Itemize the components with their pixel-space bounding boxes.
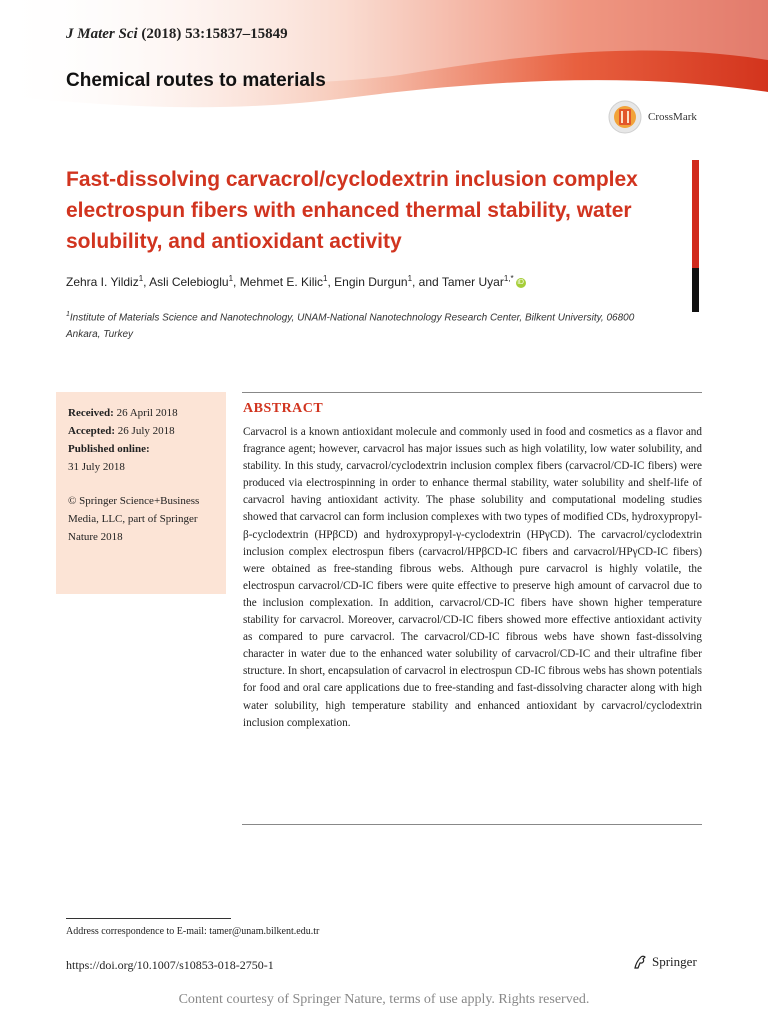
abstract-text: Carvacrol is a known antioxidant molecule and commonly used in food and cosmetics as a flavor and fragrance agent; however, carvacrol has major issues such as high volatility, low water solubility, and stability. In this study, carvacrol/cyclodextrin inclusion complex fibers (carvacrol/CD-IC fibers) were produced via electrospinning in order to enhance thermal stability, water solubility and shelf-life of carvacrol having antioxidant activity. The phase solubility and computational modeling studies showed that carvacrol can form inclusion complexes with two types of modified CDs, hydroxypropyl-β-cyclodextrin (HPβCD) and hydroxypropyl-γ-cyclodextrin (HPγCD). The carvacrol/cyclodextrin inclusion complex electrospun fibers (carvacrol/HPβCD-IC fibers and carvacrol/HPγCD-IC fibers) were obtained as free-standing fibrous webs. Although pure carvacrol is highly volatile, the electrospun carvacrol/CD-IC fibers were quite effective to preserve high amount of carvacrol due to the inclusion complexation. In addition, carvacrol/CD-IC fibers have shown higher temperature stability for carvacrol. Moreover, carvacrol/CD-IC fibers showed more effective antioxidant activity as compared to pure carvacrol. The carvacrol/CD-IC fibrous webs have shown fast-dissolving character in water due to the enhanced water solubility of carvacrol/CD-IC and their ultrafine fiber structure. In short, encapsulation of carvacrol in electrospun CD-IC fibrous webs has shown potentials for food and oral care applications due to free-standing and fast-dissolving character along with high water solubility, high temperature stability and enhanced antioxidant by carvacrol/cyclodextrin inclusion complexation. bbox=[243, 426, 702, 729]
title-accent-bar-dark bbox=[692, 268, 699, 312]
footnote-rule bbox=[66, 918, 231, 919]
accepted-date bbox=[68, 422, 216, 440]
correspondence-footnote: Address correspondence to E-mail: tamer@unam.bilkent.edu.tr bbox=[66, 926, 320, 937]
section-heading: Chemical routes to materials bbox=[66, 70, 326, 91]
accepted-value: 26 July 2018 bbox=[115, 425, 175, 437]
author-separator: , and bbox=[412, 275, 442, 289]
author-name[interactable]: Engin Durgun bbox=[334, 275, 408, 289]
received-label: Received: bbox=[68, 407, 114, 419]
received-value: 26 April 2018 bbox=[113, 407, 178, 419]
author-name[interactable]: Mehmet E. Kilic bbox=[239, 275, 324, 289]
crossmark-label: CrossMark bbox=[648, 111, 697, 123]
author-affiliation: 1,* bbox=[503, 274, 514, 283]
received-date bbox=[68, 404, 216, 422]
journal-volume-pages: (2018) 53:15837–15849 bbox=[137, 26, 288, 42]
author-separator: , bbox=[233, 275, 240, 289]
courtesy-notice: Content courtesy of Springer Nature, terms of use apply. Rights reserved. bbox=[178, 992, 590, 1007]
publisher-name: Springer bbox=[652, 954, 697, 969]
published-value: 31 July 2018 bbox=[68, 461, 125, 473]
copyright-notice: © Springer Science+Business Media, LLC, part of Springer Nature 2018 bbox=[68, 495, 200, 543]
author-affiliation: 1 bbox=[407, 274, 413, 283]
accepted-label: Accepted: bbox=[68, 425, 116, 437]
author-affiliation: 1 bbox=[323, 274, 328, 283]
doi-link[interactable]: https://doi.org/10.1007/s10853-018-2750-1 bbox=[66, 958, 274, 972]
affiliation-text: Institute of Materials Science and Nanotechnology, UNAM-National Nanotechnology Research Center, Bilkent University, 06800 Ankara, Turkey bbox=[66, 312, 635, 341]
abstract-heading: ABSTRACT bbox=[243, 401, 324, 416]
abstract-top-rule bbox=[242, 392, 702, 393]
author-affiliation: 1 bbox=[138, 274, 144, 283]
author-separator: , bbox=[143, 275, 150, 289]
published-label: Published online: bbox=[68, 443, 150, 455]
affiliation-number: 1 bbox=[66, 311, 70, 318]
orcid-icon[interactable]: iD bbox=[517, 278, 524, 286]
springer-horse-icon bbox=[632, 954, 648, 970]
author-name[interactable]: Asli Celebioglu bbox=[149, 275, 229, 289]
crossmark-icon bbox=[608, 100, 642, 134]
title-accent-bar bbox=[692, 160, 699, 268]
publisher-logo bbox=[632, 954, 697, 970]
journal-name: J Mater Sci bbox=[66, 26, 138, 42]
author-name[interactable]: Zehra I. Yildiz bbox=[66, 275, 139, 289]
abstract-bottom-rule bbox=[242, 824, 702, 825]
article-history-box bbox=[56, 392, 226, 594]
journal-citation bbox=[66, 26, 288, 43]
author-affiliation: 1 bbox=[228, 274, 234, 283]
crossmark-badge[interactable] bbox=[608, 100, 697, 134]
affiliation bbox=[66, 306, 666, 343]
author-list bbox=[66, 274, 526, 289]
article-title: Fast-dissolving carvacrol/cyclodextrin inclusion complex electrospun fibers with enhanced thermal stability, water solubility, and antioxidant activity bbox=[66, 168, 638, 253]
author-separator: , bbox=[327, 275, 335, 289]
author-name[interactable]: Tamer Uyar bbox=[441, 275, 504, 289]
